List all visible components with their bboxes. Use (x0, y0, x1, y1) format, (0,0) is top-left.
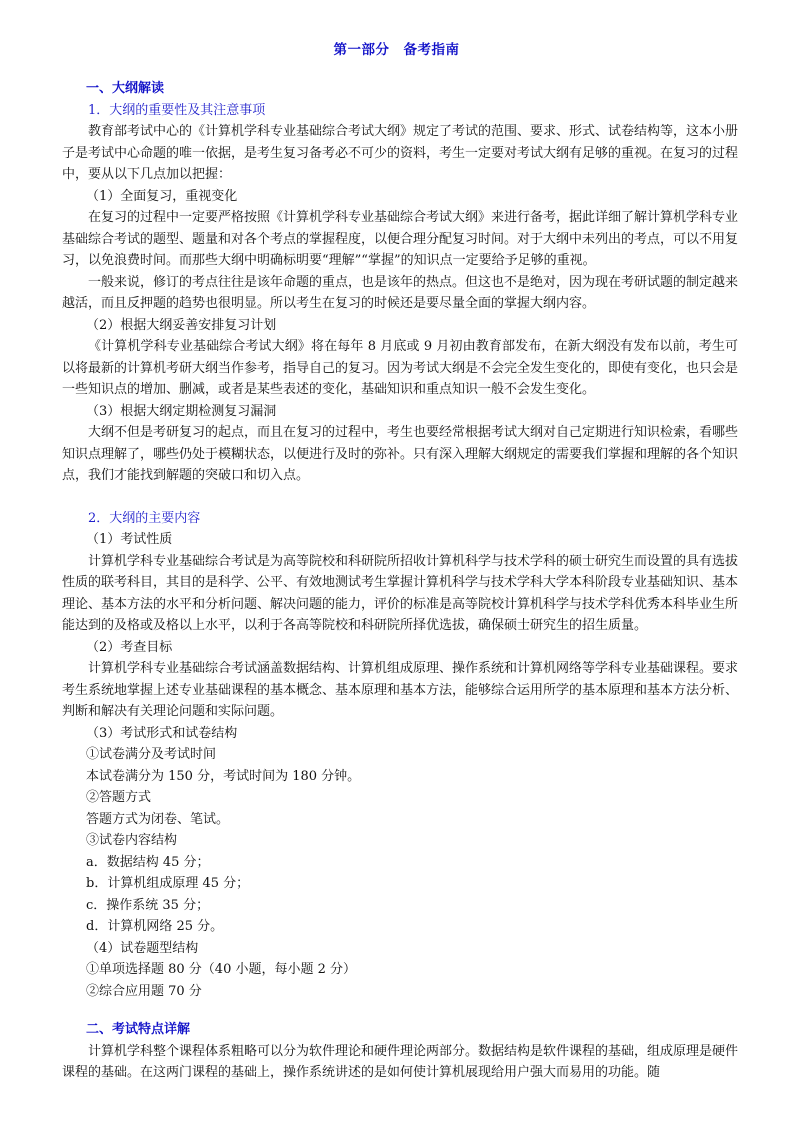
paragraph: 计算机学科专业基础综合考试涵盖数据结构、计算机组成原理、操作系统和计算机网络等学科专业基础课程。要求考生系统地掌握上述专业基础课程的基本概念、基本原理和基本方法，能够综合运用所学的基本原理和基本方法分析、判断和解决有关理论问题和实际问题。 (62, 661, 739, 719)
paragraph: 计算机学科专业基础综合考试是为高等院校和科研院所招收计算机科学与技术学科的硕士研究生而设置的具有选拔性质的联考科目，其目的是科学、公平、有效地测试考生掌握计算机科学与技术学科大学本科阶段专业基础知识、基本理论、基本方法的水平和分析问题、解决问题的能力，评价的标准是高等院校计算机科学与技术学科优秀本科毕业生所能达到的及格或及格以上水平，以利于各高等院校和科研院所择优选拔，确保硕士研究生的招生质量。 (62, 553, 739, 633)
paragraph: 计算机学科整个课程体系粗略可以分为软件理论和硬件理论两部分。数据结构是软件课程的基础，组成原理是硬件课程的基础。在这两门课程的基础上，操作系统讲述的是如何使计算机展现给用户强大而易用的功能。随 (62, 1043, 739, 1080)
paragraph: 《计算机学科专业基础综合考试大纲》将在每年 8 月底或 9 月初由教育部发布，在新大纲没有发布以前，考生可以将最新的计算机考研大纲当作参考，指导自己的复习。因为考试大纲是不会完全发生变化的，即使有变化，也只会是一些知识点的增加、删减，或者是某些表述的变化，基础知识和重点知识一般不会发生变化。 (62, 339, 739, 397)
point-title: （3）考试形式和试卷结构 (86, 725, 238, 741)
subsection-heading-importance: 1．大纲的重要性及其注意事项 (88, 102, 266, 118)
list-item: b．计算机组成原理 45 分； (86, 876, 250, 891)
document-body (62, 78, 738, 1084)
paragraph: 在复习的过程中一定要严格按照《计算机学科专业基础综合考试大纲》来进行备考，据此详细了解计算机学科专业基础综合考试的题型、题量和对各个考点的掌握程度，以便合理分配复习时间。对于大纲中未列出的考点，可以不用复习，以免浪费时间。而那些大纲中明确标明要“理解”“掌握”的知识点一定要给予足够的重视。 (62, 210, 739, 268)
point-title: （1）考试性质 (86, 532, 173, 547)
subsection-heading-contents: 2．大纲的主要内容 (88, 510, 201, 526)
list-item: 答题方式为闭卷、笔试。 (86, 811, 230, 827)
point-title: （4）试卷题型结构 (86, 940, 199, 956)
list-item: ①单项选择题 80 分（40 小题，每小题 2 分） (86, 962, 357, 977)
spacer (62, 487, 738, 508)
section-heading-exam-features: 二、考试特点详解 (86, 1022, 191, 1037)
point-title: （1）全面复习，重视变化 (86, 188, 238, 204)
spacer (62, 1002, 738, 1019)
point-title: （3）根据大纲定期检测复习漏洞 (86, 403, 277, 419)
page-title: 第一部分 备考指南 (333, 42, 460, 58)
list-item: c．操作系统 35 分； (86, 897, 210, 913)
list-item: ②答题方式 (86, 790, 152, 805)
section-heading-syllabus: 一、大纲解读 (86, 81, 165, 96)
list-item: ②综合应用题 70 分 (86, 983, 202, 999)
point-title: （2）考查目标 (86, 639, 173, 655)
list-item: a．数据结构 45 分； (86, 854, 210, 870)
point-title: （2）根据大纲妥善安排复习计划 (86, 317, 277, 333)
paragraph: 教育部考试中心的《计算机学科专业基础综合考试大纲》规定了考试的范围、要求、形式、试卷结构等，这本小册子是考试中心命题的唯一依据，是考生复习备考必不可少的资料，考生一定要对考试大纲有足够的重视。在复习的过程中，要从以下几点加以把握： (62, 124, 739, 182)
list-item: ①试卷满分及考试时间 (86, 747, 217, 762)
list-item: ③试卷内容结构 (86, 833, 178, 848)
paragraph: 一般来说，修订的考点往往是该年命题的重点，也是该年的热点。但这也不是绝对，因为现在考研试题的制定越来越活，而且反押题的趋势也很明显。所以考生在复习的时候还是要尽量全面的掌握大纲内容。 (62, 274, 739, 311)
list-item: 本试卷满分为 150 分，考试时间为 180 分钟。 (86, 768, 361, 784)
list-item: d．计算机网络 25 分。 (86, 919, 224, 934)
paragraph: 大纲不但是考研复习的起点，而且在复习的过程中，考生也要经常根据考试大纲对自己定期进行知识检索，看哪些知识点理解了，哪些仍处于模糊状态，以便进行及时的弥补。只有深入理解大纲规定的需要我们掌握和理解的各个知识点，我们才能找到解题的突破口和切入点。 (62, 425, 739, 483)
